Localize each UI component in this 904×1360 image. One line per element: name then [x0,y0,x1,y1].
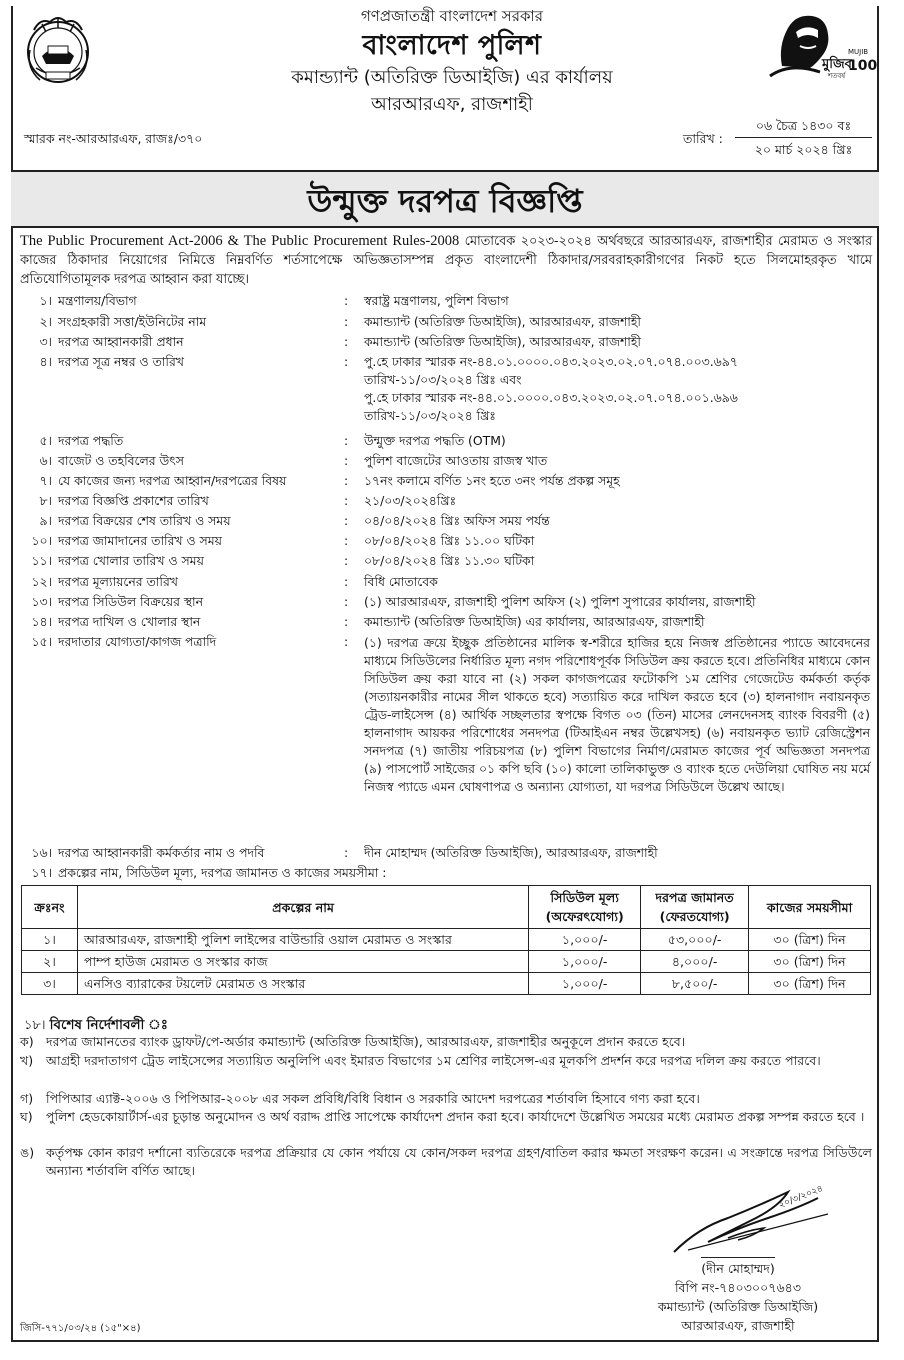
reference-line: পু.হে ঢাকার স্মারক নং-৪৪.০১.০০০০.০৪৩.২০২৩.০২.০৭.০৭৪.০০১.৬৯৬ [364,390,738,405]
date-english: ২০ মার্চ ২০২৪ খ্রিঃ [754,141,853,157]
item-number: ৭। [39,473,52,488]
cell-project-name: আরআরএফ, রাজশাহী পুলিশ লাইন্সের বাউন্ডারি ওয়াল মেরামত ও সংস্কার [77,929,528,951]
item-number: ২। [39,314,52,329]
publication-code: জিসি-৭৭১/০৩/২৪ (১৫"×৪) [20,1323,141,1334]
item-value: ০৪/০৪/২০২৪ খ্রিঃ অফিস সময় পর্যন্ত [364,513,550,528]
instruction-key: ঙ) [20,1145,35,1160]
item-value [364,354,870,426]
list-item [0,614,904,634]
item-label: বাজেট ও তহবিলের উৎস [58,453,184,468]
item-value: উন্মুক্ত দরপত্র পদ্ধতি (OTM) [364,433,506,448]
instruction-item [20,1052,872,1070]
item-number: ১২। [31,574,52,589]
item-colon: : [344,845,349,860]
list-item [0,334,904,354]
item-label: দরপত্র সূত্র নম্বর ও তারিখ [58,354,184,369]
cell-project-name: এনসিও ব্যারাকের টয়লেট মেরামত ও সংস্কার [77,973,528,995]
item-value: কমান্ড্যান্ট (অতিরিক্ত ডিআইজি), আরআরএফ, রাজশাহী [364,334,641,349]
item-colon: : [344,493,349,508]
item-number: ৬। [39,453,52,468]
list-item [0,845,904,865]
item-number: ১৪। [31,614,52,629]
item-label: দরপত্র বিজ্ঞপ্তি প্রকাশের তারিখ [58,493,209,508]
item-colon: : [344,453,349,468]
project-table [21,885,871,995]
list-item [0,594,904,614]
instruction-key: ঘ) [20,1109,33,1124]
page-border-bottom [11,1340,879,1342]
instruction-key: গ) [20,1091,34,1106]
item-value: (১) আরআরএফ, রাজশাহী পুলিশ অফিস (২) পুলিশ সুপারের কার্যালয়, রাজশাহী [364,594,756,609]
item-colon: : [344,634,349,649]
item-value: কমান্ড্যান্ট (অতিরিক্ত ডিআইজি) এর কার্যালয়, আরআরএফ, রাজশাহী [364,614,705,629]
list-item [0,513,904,533]
memo-reference: স্মারক নং-আরআরএফ, রাজঃ/৩৭০ [24,131,203,146]
list-item [0,634,904,840]
cell-work-duration: ৩০ (ত্রিশ) দিন [749,929,871,951]
item-value: কমান্ড্যান্ট (অতিরিক্ত ডিআইজি), আরআরএফ, রাজশাহী [364,314,641,329]
item-label: দরদাতার যোগ্যতা/কাগজ পত্রাদি [58,634,217,649]
list-item [0,865,904,885]
item-value: স্বরাষ্ট্র মন্ত্রণালয়, পুলিশ বিভাগ [364,293,509,308]
item-number: ১১। [31,553,52,568]
table-row [22,973,871,995]
list-item [0,453,904,473]
item-label: দরপত্র খোলার তারিখ ও সময় [58,553,204,568]
instruction-text: দরপত্র জামানতের ব্যাংক ড্রাফট/পে-অর্ডার কমান্ড্যান্ট (অতিরিক্ত ডিআইজি), আরআরএফ, রাজশাহীর অনুকূলে প্রদান করতে হবে। [46,1034,686,1049]
svg-text:শতবর্ষ: শতবর্ষ [828,72,846,80]
list-item [0,553,904,573]
header-work-duration: কাজের সময়সীমা [749,886,871,929]
item-colon: : [344,334,349,349]
list-item [0,493,904,513]
item-number: ৪। [39,354,52,369]
item-colon: : [344,314,349,329]
instruction-key: ক) [20,1034,34,1049]
place-line: আরআরএফ, রাজশাহী [371,94,533,115]
instruction-item [20,1090,872,1108]
cell-tender-security: ৪,০০০/- [641,951,749,973]
instruction-key: খ) [20,1053,34,1068]
item-value: ০৮/০৪/২০২৪ খ্রিঃ ১১.৩০ ঘটিকা [364,553,535,568]
table-row [22,929,871,951]
item-label: যে কাজের জন্য দরপত্র আহ্বান/দরপত্রের বিষয় [58,473,287,488]
cell-schedule-price: ১,০০০/- [529,951,641,973]
intro-paragraph [20,232,872,289]
svg-text:100: 100 [848,58,878,74]
list-item [0,433,904,453]
item-colon: : [344,473,349,488]
reference-line: তারিখ-১১/০৩/২০২৪ খ্রিঃ এবং [364,372,522,387]
cell-serial: ২। [22,951,78,973]
police-title: বাংলাদেশ পুলিশ [362,30,542,61]
cell-work-duration: ৩০ (ত্রিশ) দিন [749,951,871,973]
signatory-bp-number: বিপি নং-৭৪০৩০০৭৬৪৩ [674,1280,802,1295]
cell-schedule-price: ১,০০০/- [529,973,641,995]
item-value: ২১/০৩/২০২৪খ্রিঃ [364,493,457,508]
cell-tender-security: ৮,৫০০/- [641,973,749,995]
list-item [0,314,904,334]
item-number: ১০। [31,533,52,548]
list-item [0,354,904,430]
instruction-text: পুলিশ হেডকোয়ার্টার্স-এর চূড়ান্ত অনুমোদন ও অর্থ বরাদ্দ প্রাপ্তি সাপেক্ষে কার্যাদেশ প্রদান করা হবে। কার্যাদেশে উল্লেখিত সময়ের মধ্যে মেরামত প্রকল্প সম্পন্ন করতে হবে । [46,1109,865,1124]
cell-work-duration: ৩০ (ত্রিশ) দিন [749,973,871,995]
item-label: প্রকল্পের নাম, সিডিউল মূল্য, দরপত্র জামানত ও কাজের সময়সীমা : [58,865,387,880]
item-label: দরপত্র জামাদানের তারিখ ও সময় [58,533,222,548]
item-value: বিধি মোতাবেক [364,574,438,589]
header-tender-security: দরপত্র জামানত (ফেরতযোগ্য) [641,886,749,929]
list-item [0,473,904,493]
item-number: ৩। [39,334,52,349]
item-colon: : [344,293,349,308]
item-label: দরপত্র বিক্রয়ের শেষ তারিখ ও সময় [58,513,231,528]
item-value: পুলিশ বাজেটের আওতায় রাজস্ব খাত [364,453,548,468]
header-serial: ক্রঃনং [22,886,78,929]
item-number: ১৭। [31,865,52,880]
notice-title: উন্মুক্ত দরপত্র বিজ্ঞপ্তি [307,182,583,220]
signature-block [636,1257,840,1335]
item-label: দরপত্র মূল্যায়নের তারিখ [58,574,178,589]
header-schedule-price: সিডিউল মূল্য (অফেরৎযোগ্য) [529,886,641,929]
table-header-row [22,886,871,929]
item-label: দরপত্র সিডিউল বিক্রয়ের স্থান [58,594,204,609]
item-colon: : [344,553,349,568]
item-value: (১) দরপত্র ক্রয়ে ইচ্ছুক প্রতিষ্ঠানের মালিক স্ব-শরীরে হাজির হয়ে নিজস্ব প্রতিষ্ঠানের প্যাডে আবেদনের মাধ্যমে সিডিউলের নির্ধারিত মূল্য নগদ পরিশোধপূর্বক সিডিউল ক্রয় করতে হবে। প্রতিনিধির মাধ্যমে কোন সিডিউল ক্রয় করা যাবে না (২) সকল কাগজপত্রের ফটোকপি ১ম শ্রেণির গেজেটেড কর্মকর্তা কর্তৃক (সত্যায়নকারীর নামের সীল থাকতে হবে) সত্যায়িত করে দাখিল করতে হবে (৩) হালনাগাদ নবায়নকৃত ট্রেড-লাইসেন্স (৪) আর্থিক সচ্ছলতার স্বপক্ষে বিগত ০৩ (তিন) মাসের লেনদেনসহ ব্যাংক বিবরণী (৫) হালনাগাদ আয়কর পরিশোধের সনদপত্র (টিআইএন নম্বর উল্লেখসহ) (৬) নবায়নকৃত ভ্যাট রেজিস্ট্রেশন সনদপত্র (৭) জাতীয় পরিচয়পত্র (৮) পুলিশ বিভাগের নির্মাণ/মেরামত কাজের পূর্ব অভিজ্ঞতা সনদপত্র (৯) পাসপোর্ট সাইজের ০১ কপি ছবি (১০) কালো তালিকাভুক্ত ও ব্যাংক হতে দেউলিয়া ঘোষিত নয় মর্মে নিজস্ব প্যাডে এমন ঘোষণাপত্র ও অন্যান্য যোগ্যতা, যা দরপত্র সিডিউলে উল্লেখ আছে। [364,635,870,794]
item-number: ৫। [39,433,52,448]
item-value: ০৮/০৪/২০২৪ খ্রিঃ ১১.০০ ঘটিকা [364,533,535,548]
signatory-name: (দীন মোহাম্মদ) [701,1257,775,1278]
header-project-name: প্রকল্পের নাম [77,886,528,929]
item-colon: : [344,533,349,548]
item-value: দীন মোহাম্মদ (অতিরিক্ত ডিআইজি), আরআরএফ, রাজশাহী [364,845,658,860]
item-value: ১৭নং কলামে বর্ণিত ১নং হতে ৩নং পর্যন্ত প্রকল্প সমূহ [364,473,620,488]
item-number: ১৩। [31,594,52,609]
handwritten-signature [668,1178,838,1258]
item-number: ১। [39,293,52,308]
intro-english-act: The Public Procurement Act-2006 & The Public Procurement Rules-2008 [20,233,460,249]
cell-serial: ৩। [22,973,78,995]
list-item [0,574,904,594]
cell-tender-security: ৫৩,০০০/- [641,929,749,951]
instruction-text: পিপিআর এ্যাক্ট-২০০৬ ও পিপিআর-২০০৮ এর সকল প্রবিধি/বিধি বিধান ও সরকারি আদেশ দরপত্রের শর্তাবলি হিসাবে গণ্য করা হবে। [46,1091,700,1106]
office-line: কমান্ড্যান্ট (অতিরিক্ত ডিআইজি) এর কার্যালয় [291,67,613,88]
instruction-item [20,1033,872,1051]
table-row [22,951,871,973]
instruction-item [20,1144,872,1180]
item-label: সংগ্রহকারী সত্তা/ইউনিটের নাম [58,314,207,329]
item-label: দরপত্র আহ্বানকারী কর্মকর্তার নাম ও পদবি [58,845,265,860]
instruction-text: আগ্রহী দরদাতাগণ ট্রেড লাইসেন্সের সত্যায়িত অনুলিপি এবং ইমারত বিভাগের ১ম শ্রেণির লাইসেন্স-এর মূলকপি প্রদর্শন করে দরপত্র দলিল ক্রয় করতে পারবে। [46,1053,821,1068]
item-label: মন্ত্রণালয়/বিভাগ [58,293,137,308]
instruction-item [20,1108,872,1126]
intro-bangla-text: মোতাবেক ২০২৩-২০২৪ অর্থবছরে আরআরএফ, রাজশাহীর মেরামত ও সংস্কার কাজের ঠিকাদার নিয়োগের নিমিত্তে নিম্নবর্ণিত শর্তসাপেক্ষে অভিজ্ঞতাসম্পন্ন প্রকৃত বাংলাদেশী ঠিকাদার/সরবরাহকারীগণের নিকট হতে সিলমোহরকৃত খামে প্রতিযোগিতামূলক দরপত্র আহ্বান করা যাচ্ছে। [20,234,872,287]
item-number: ৮। [39,493,52,508]
cell-serial: ১। [22,929,78,951]
reference-line: পু.হে ঢাকার স্মারক নং-৪৪.০১.০০০০.০৪৩.২০২৩.০২.০৭.০৭৪.০০৩.৬৯৭ [364,354,738,369]
item-number: ৯। [39,513,52,528]
cell-schedule-price: ১,০০০/- [529,929,641,951]
reference-line: তারিখ-১১/০৩/২০২৪ খ্রিঃ [364,408,496,423]
item-colon: : [344,574,349,589]
item-colon: : [344,513,349,528]
notice-banner [11,170,879,228]
date-block [735,118,872,159]
special-instructions-heading: ১৮। বিশেষ নির্দেশাবলী ঃ [24,1017,168,1033]
item-colon: : [344,614,349,629]
item-number: ১৬। [31,845,52,860]
item-colon: : [344,594,349,609]
svg-text:মুজিব: মুজিব [822,57,852,72]
instruction-text: কর্তৃপক্ষ কোন কারণ দর্শানো ব্যতিরেকে দরপত্র প্রক্রিয়ার যে কোন পর্যায়ে যে কোন/সকল দরপত্র গ্রহণ/বাতিল করার ক্ষমতা সংরক্ষণ করেন। এ সংক্রান্তে দরপত্র সিডিউলে অন্যান্য শর্তাবলি বর্ণিত আছে। [46,1145,872,1178]
item-number: ১৫। [31,634,52,649]
item-label: দরপত্র দাখিল ও খোলার স্থান [58,614,201,629]
item-colon: : [344,354,349,369]
item-label: দরপত্র পদ্ধতি [58,433,124,448]
signatory-office: আরআরএফ, রাজশাহী [681,1318,795,1333]
date-label: তারিখ : [683,131,723,146]
signature-date: ২০/৩/২০২৪ [777,1183,825,1211]
cell-project-name: পাম্প হাউজ মেরামত ও সংস্কার কাজ [77,951,528,973]
item-label: দরপত্র আহ্বানকারী প্রধান [58,334,184,349]
list-item [0,293,904,313]
list-item [0,533,904,553]
date-bangla: ০৬ চৈত্র ১৪৩০ বঃ [735,118,872,138]
government-line: গণপ্রজাতন্ত্রী বাংলাদেশ সরকার [360,7,544,25]
svg-text:MUJIB: MUJIB [848,48,869,56]
item-colon: : [344,433,349,448]
signatory-designation: কমান্ড্যান্ট (অতিরিক্ত ডিআইজি) [657,1299,819,1314]
